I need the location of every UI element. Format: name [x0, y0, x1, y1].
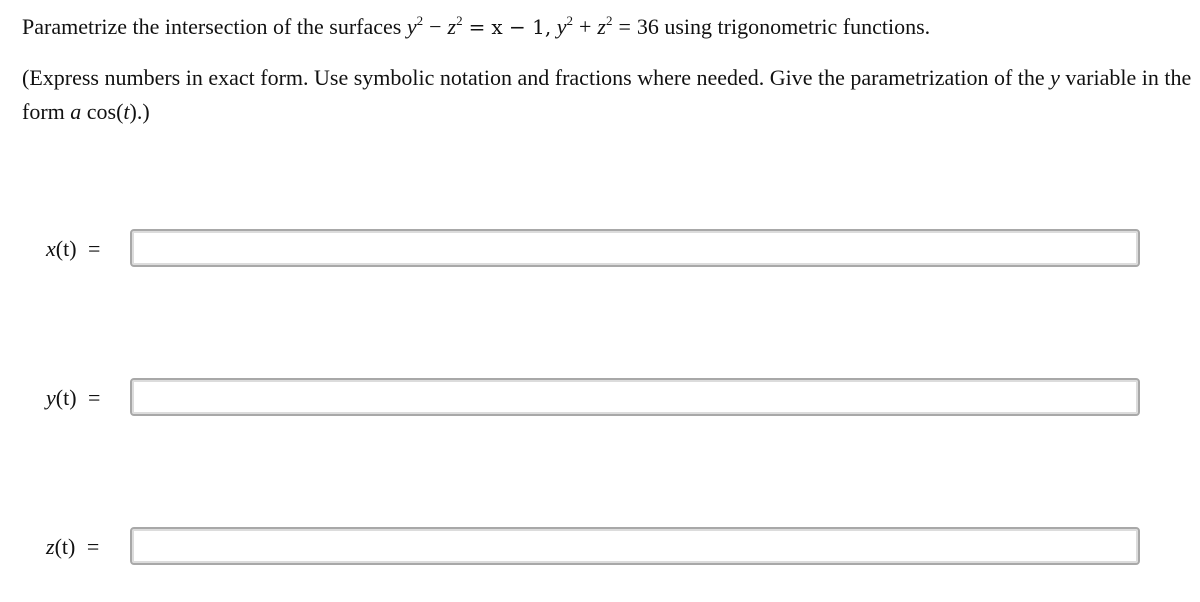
- question-suffix: using trigonometric functions.: [664, 14, 931, 39]
- eq2-z: z: [597, 14, 606, 39]
- answer-row-y: [0, 378, 1200, 418]
- instructions-var-t: t: [123, 99, 130, 124]
- label-rest-y: (t): [55, 385, 77, 410]
- z-answer-field[interactable]: [130, 527, 1140, 565]
- instructions-part2: variable in the form: [22, 65, 1192, 124]
- answer-row-z: [0, 527, 1200, 567]
- eq2-equals: =: [618, 14, 631, 39]
- eq1-minus: −: [429, 14, 442, 39]
- label-equals-x: =: [88, 236, 101, 261]
- question-prefix: Parametrize the intersection of the surfaces: [22, 14, 402, 39]
- eq1-y: y: [406, 14, 417, 39]
- eq2-exp2: 2: [605, 13, 613, 28]
- instructions-cos: cos(: [86, 99, 124, 124]
- answer-label-y: [46, 384, 106, 412]
- instructions-part3: ).): [129, 99, 150, 124]
- eq1-exp1: 2: [416, 13, 424, 28]
- instructions-var-y: y: [1050, 65, 1060, 90]
- label-rest-z: (t): [54, 534, 76, 559]
- eq1-z: z: [447, 14, 457, 39]
- eq2-exp1: 2: [566, 13, 573, 28]
- question-text: [22, 13, 930, 41]
- y-answer-field[interactable]: [130, 378, 1140, 416]
- eq1-exp2: 2: [456, 13, 463, 28]
- label-rest-x: (t): [55, 236, 77, 261]
- answer-row-x: [0, 229, 1200, 269]
- eq2-plus: +: [578, 14, 592, 39]
- answer-label-x: [46, 235, 106, 263]
- label-var-x: x: [46, 236, 56, 261]
- eq1-rhs: x − 1,: [491, 15, 552, 39]
- eq2-rhs: 36: [636, 14, 659, 39]
- eq1-equals: =: [468, 15, 486, 39]
- surface-equation-1: [407, 14, 557, 39]
- label-equals-z: =: [86, 534, 100, 559]
- label-equals-y: =: [88, 385, 101, 410]
- label-var-y: y: [46, 385, 56, 410]
- x-answer-field[interactable]: [130, 229, 1140, 267]
- instructions-var-a: a: [70, 99, 82, 124]
- label-var-z: z: [46, 534, 55, 559]
- surface-equation-2: [557, 14, 665, 39]
- instructions-part1: (Express numbers in exact form. Use symbolic notation and fractions where needed. Give the parametrization of the: [22, 65, 1045, 90]
- instructions-text: [22, 61, 1192, 129]
- eq2-y: y: [556, 14, 567, 39]
- answer-label-z: [46, 533, 105, 561]
